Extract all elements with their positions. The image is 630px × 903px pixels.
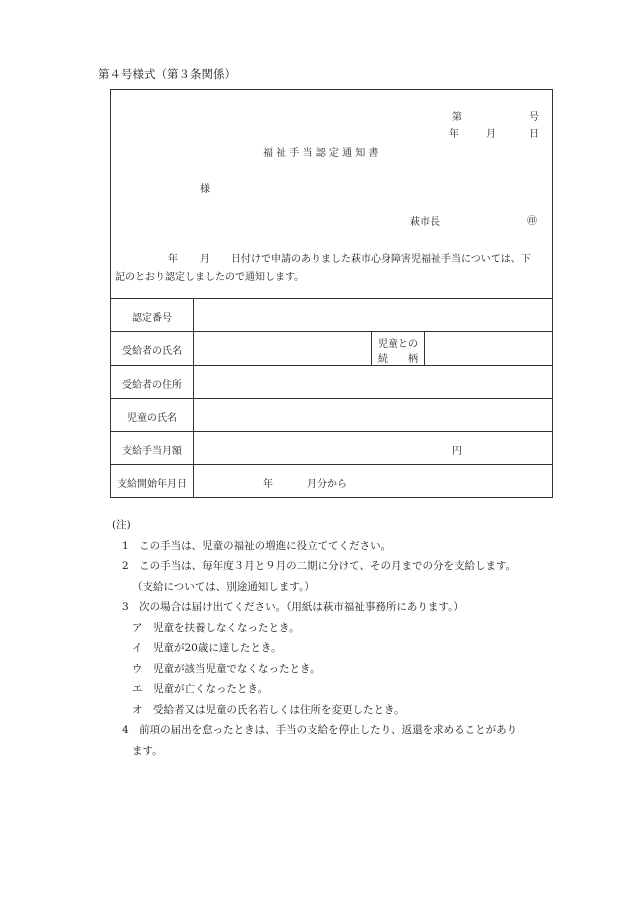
amount-unit: 円 — [452, 446, 462, 457]
notes-section — [112, 515, 517, 761]
label-certification-number: 認定番号 — [132, 313, 172, 324]
table-top-rule — [110, 298, 553, 299]
body-line-1: 日付けで申請のありました萩市心身障害児福祉手当については、下 — [231, 254, 531, 265]
note-item: 2 この手当は、毎年度３月と９月の二期に分けて、その月までの分を支給します。 — [122, 560, 517, 572]
note-item: 4 前項の届出を怠ったときは、手当の支給を停止したり、返還を求めることがあり — [122, 724, 518, 736]
note-subitem: エ 児童が亡くなったとき。 — [132, 683, 269, 695]
note-item: 1 この手当は、児童の福祉の増進に役立ててください。 — [122, 539, 392, 552]
label-relationship-line1: 児童との — [378, 339, 418, 350]
label-recipient-address: 受給者の住所 — [122, 380, 182, 391]
note-subitem: オ 受給者又は児童の氏名若しくは住所を変更したとき。 — [132, 703, 405, 716]
note-item: 3 次の場合は届け出てください。（用紙は萩市福祉事務所にあります。） — [122, 601, 464, 613]
document-number-prefix: 第 — [452, 112, 462, 123]
document-number-suffix: 号 — [529, 112, 539, 123]
document-title: 福 祉 手 当 認 定 通 知 書 — [263, 148, 379, 159]
addressee-suffix: 様 — [200, 184, 210, 195]
notes-heading: (注) — [112, 519, 131, 531]
issuer: 萩市長 — [410, 217, 440, 228]
table-rule — [110, 331, 553, 332]
note-subitem: ア 児童を扶養しなくなったとき。 — [132, 621, 300, 634]
table-rule — [110, 365, 553, 366]
form-number: 第４号様式（第３条関係） — [98, 67, 236, 81]
table-label-divider — [193, 298, 194, 498]
start-year: 年 — [263, 479, 273, 490]
label-child-name: 児童の氏名 — [127, 413, 177, 424]
label-recipient-name: 受給者の氏名 — [122, 346, 182, 357]
body-line-2: 記のとおり認定しましたので通知します。 — [115, 272, 305, 283]
note-subitem: ウ 児童が該当児童でなくなったとき。 — [132, 662, 321, 675]
body-year: 年 — [168, 254, 178, 265]
label-start-date: 支給開始年月日 — [117, 479, 187, 490]
note-subitem: イ 児童が20歳に達したとき。 — [132, 642, 282, 654]
label-monthly-amount: 支給手当月額 — [122, 446, 182, 457]
seal-icon: ㊞ — [527, 216, 537, 227]
start-month-from: 月分から — [307, 479, 347, 490]
table-relation-divider — [424, 331, 425, 365]
date-day: 日 — [529, 129, 539, 140]
body-month: 月 — [200, 254, 210, 265]
note-item: （支給については、別途通知します。） — [132, 580, 315, 593]
table-relation-divider — [371, 331, 372, 365]
date-month: 月 — [486, 129, 496, 140]
table-rule — [110, 464, 553, 465]
table-rule — [110, 398, 553, 399]
table-rule — [110, 431, 553, 432]
note-item: ます。 — [132, 744, 163, 757]
date-year: 年 — [449, 129, 459, 140]
label-relationship-line2: 続 柄 — [378, 354, 418, 365]
